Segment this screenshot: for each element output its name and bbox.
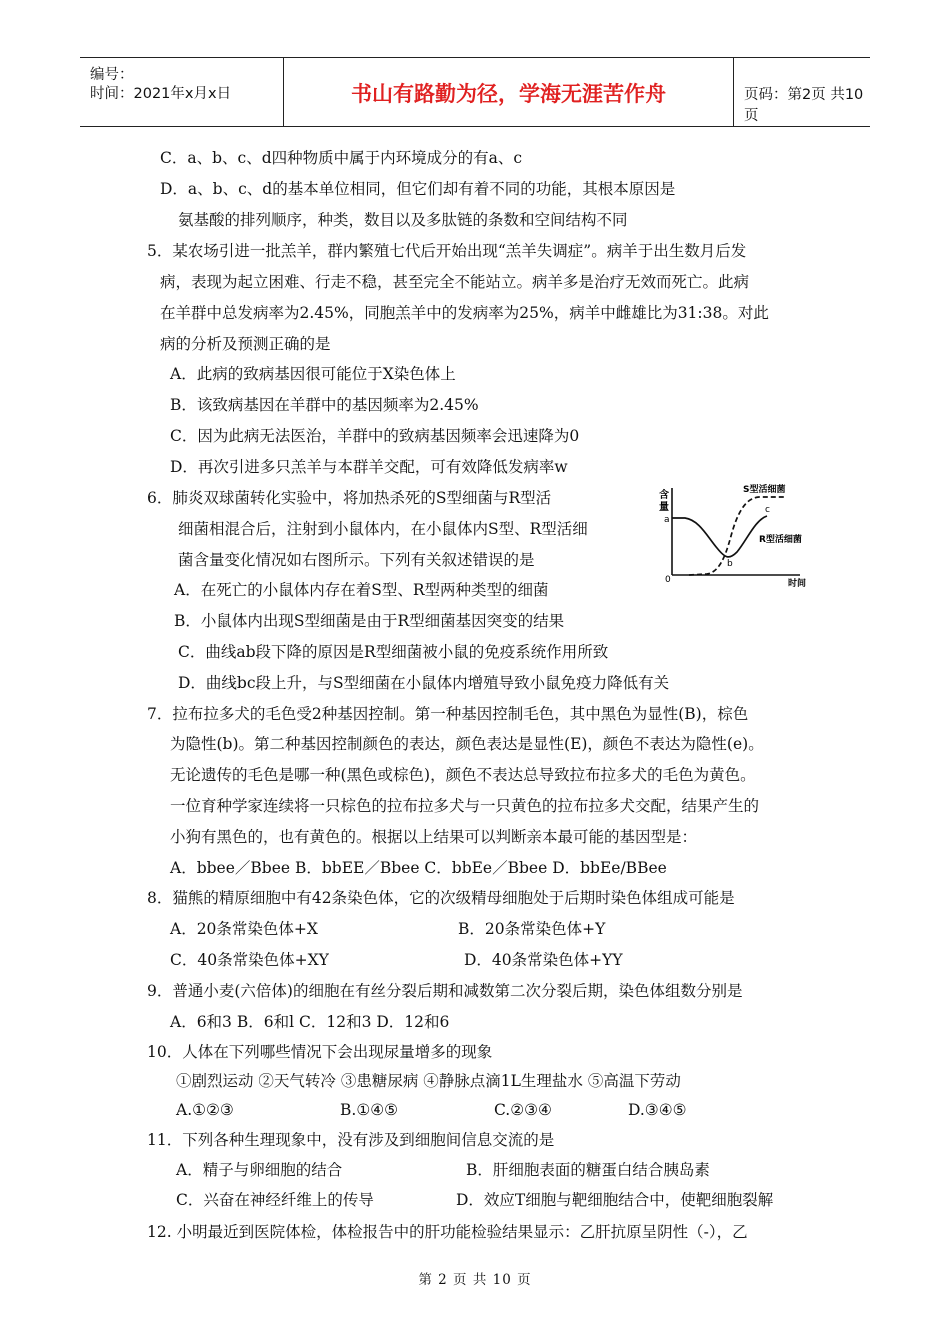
text-line: A．精子与卵细胞的结合 [176, 1161, 343, 1179]
page-number-label: 页码：第2页 共10页 [744, 87, 864, 124]
text-line: C．兴奋在神经纤维上的传导 [176, 1191, 374, 1209]
text-line: 12. 小明最近到医院体检，体检报告中的肝功能检验结果显示：乙肝抗原呈阴性（-），乙 [147, 1223, 748, 1241]
text-line: 8．猫熊的精原细胞中有42条染色体，它的次级精母细胞处于后期时染色体组成可能是 [147, 889, 735, 907]
text-line: C．a、b、c、d四种物质中属于内环境成分的有a、c [160, 149, 523, 167]
page-header [80, 57, 870, 127]
text-line: B．小鼠体内出现S型细菌是由于R型细菌基因突变的结果 [174, 612, 565, 630]
time-label: 时间：2021年x月x日 [90, 86, 232, 102]
point-c-label: c [765, 505, 770, 515]
text-line: 10．人体在下列哪些情况下会出现尿量增多的现象 [147, 1043, 493, 1061]
y-label-2: 量 [659, 502, 669, 513]
text-line: 为隐性(b)。第二种基因控制颜色的表达，颜色表达是显性(E)，颜色不表达为隐性(e)。 [170, 735, 764, 753]
text-line: A．此病的致病基因很可能位于X染色体上 [170, 365, 456, 383]
text-line: B．该致病基因在羊群中的基因频率为2.45% [170, 396, 479, 414]
text-line: D．40条常染色体+YY [464, 951, 623, 969]
text-line: ①剧烈运动 ②天气转冷 ③患糖尿病 ④静脉点滴1L生理盐水 ⑤高温下劳动 [176, 1072, 681, 1090]
text-line: A．20条常染色体+X [170, 920, 318, 938]
text-line: 9．普通小麦(六倍体)的细胞在有丝分裂后期和减数第二次分裂后期，染色体组数分别是 [147, 982, 743, 1000]
text-line: B．肝细胞表面的糖蛋白结合胰岛素 [466, 1161, 710, 1179]
serial-label: 编号： [90, 67, 134, 83]
text-line: 一位育种学家连续将一只棕色的拉布拉多犬与一只黄色的拉布拉多犬交配，结果产生的 [170, 797, 760, 815]
text-line: D．a、b、c、d的基本单位相同，但它们却有着不同的功能，其根本原因是 [160, 180, 676, 198]
text-line: 菌含量变化情况如右图所示。下列有关叙述错误的是 [178, 551, 535, 569]
text-line: 无论遗传的毛色是哪一种(黑色或棕色)，颜色不表达总导致拉布拉多犬的毛色为黄色。 [170, 766, 756, 784]
point-b-label: b [727, 559, 733, 569]
text-line: B.①④⑤ [340, 1101, 399, 1119]
text-line: D．效应T细胞与靶细胞结合中，使靶细胞裂解 [456, 1191, 774, 1209]
text-line: C．因为此病无法医治，羊群中的致病基因频率会迅速降为0 [170, 427, 580, 445]
text-line: C．40条常染色体+XY [170, 951, 329, 969]
page-footer: 第 2 页 共 10 页 [418, 1272, 532, 1288]
text-line: 在羊群中总发病率为2.45%，同胞羔羊中的发病率为25%，病羊中雌雄比为31:38。对此 [160, 304, 769, 322]
text-line: 病的分析及预测正确的是 [160, 335, 331, 353]
text-line: C．曲线ab段下降的原因是R型细菌被小鼠的免疫系统作用所致 [178, 643, 609, 661]
header-page-cell [734, 58, 870, 126]
text-line: 细菌相混合后，注射到小鼠体内，在小鼠体内S型、R型活细 [178, 520, 588, 538]
text-line: A．bbee／Bbee B．bbEE／Bbee C．bbEe／Bbee D．bbEe/BBee [170, 859, 667, 877]
text-line: 氨基酸的排列顺序，种类，数目以及多肽链的条数和空间结构不同 [178, 211, 628, 229]
text-line: A．在死亡的小鼠体内存在着S型、R型两种类型的细菌 [174, 581, 549, 599]
header-meta [80, 58, 283, 126]
x-axis-label: 时间 [788, 579, 807, 589]
text-line: 11．下列各种生理现象中，没有涉及到细胞间信息交流的是 [147, 1131, 555, 1149]
r-curve [672, 516, 767, 557]
text-line: 5．某农场引进一批羔羊，群内繁殖七代后开始出现“羔羊失调症”。病羊于出生数月后发 [147, 242, 747, 260]
s-curve-label: S型活细菌 [743, 485, 786, 495]
text-line: D.③④⑤ [628, 1101, 687, 1119]
y-label-1: 含 [659, 490, 669, 501]
bacteria-graph [655, 478, 815, 590]
text-line: 7．拉布拉多犬的毛色受2种基因控制。第一种基因控制毛色，其中黑色为显性(B)，棕色 [147, 705, 749, 723]
text-line: 小狗有黑色的，也有黄色的。根据以上结果可以判断亲本最可能的基因型是： [170, 828, 698, 846]
r-curve-label: R型活细菌 [759, 535, 802, 545]
origin-label: 0 [665, 575, 671, 585]
text-line: A．6和3 B．6和l C．12和3 D．12和6 [170, 1013, 450, 1031]
text-line: 6．肺炎双球菌转化实验中，将加热杀死的S型细菌与R型活 [147, 489, 552, 507]
header-motto-cell [283, 58, 734, 126]
text-line: 病，表现为起立困难、行走不稳，甚至完全不能站立。病羊多是治疗无效而死亡。此病 [160, 273, 750, 291]
point-a-label: a [664, 515, 670, 525]
text-line: B．20条常染色体+Y [458, 920, 606, 938]
motto: 书山有路勤为径，学海无涯苦作舟 [351, 82, 666, 106]
text-line: D．曲线bc段上升，与S型细菌在小鼠体内增殖导致小鼠免疫力降低有关 [178, 674, 670, 692]
text-line: D．再次引进多只羔羊与本群羊交配，可有效降低发病率w [170, 458, 568, 476]
text-line: C.②③④ [494, 1101, 552, 1119]
text-line: A.①②③ [176, 1101, 234, 1119]
